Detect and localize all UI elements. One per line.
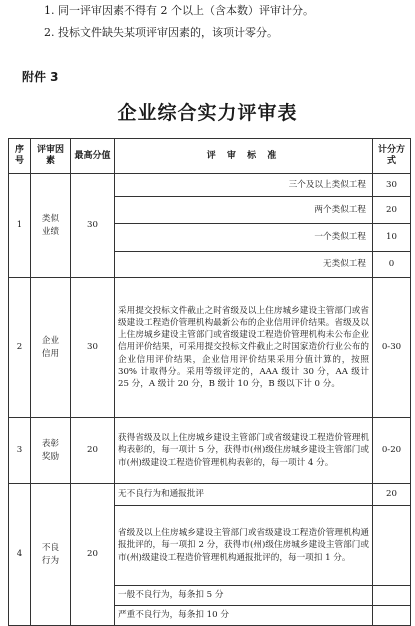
cell-score: 10 [373,224,411,252]
cell-standard: 无不良行为和通报批评 [115,484,373,506]
cell-standard: 采用提交投标文件截止之时省级及以上住房城乡建设主管部门或省级建设工程造价管理机构最新公布的企业信用评价结果。省级及以上住房城乡建设主管部门或省级建设工程造价管理机构未公布企业信用评价结果，可采用提交投标文件截止之时国家造价行业公布的企业信用评价结果，企业信用评价结果采用分值计算的，按照 30% 计取得分。采用等级评定的，AAA 级计 30 分，AA 级计 25 分，A 级计 20 分，B 级计 10 分，B 级以下计 0 分。 [115,278,373,418]
cell-factor: 表彰奖励 [31,418,71,484]
header-factor: 评审因素 [31,139,71,174]
cell-score: 20 [373,197,411,224]
cell-standard: 获得省级及以上住房城乡建设主管部门或省级建设工程造价管理机构表彰的，每一项计 5 分，获得市(州)级住房城乡建设主管部门或市(州)级建设工程造价管理机构表彰的，每一项计 4 分。 [115,418,373,484]
cell-seq: 2 [9,278,31,418]
header-method: 计分方式 [373,139,411,174]
cell-seq: 1 [9,174,31,278]
cell-seq: 4 [9,484,31,626]
cell-max-score: 30 [71,174,115,278]
cell-standard: 两个类似工程 [115,197,373,224]
cell-max-score: 20 [71,418,115,484]
attachment-label: 附件 3 [22,70,59,84]
cell-score [373,606,411,626]
cell-standard: 省级及以上住房城乡建设主管部门或省级建设工程造价管理机构通报批评的，每一项扣 2 分，获得市(州)级住房城乡建设主管部门或市(州)级建设工程造价管理机构通报批评的，每一项扣 1 分。 [115,506,373,586]
cell-max-score: 30 [71,278,115,418]
table-row [9,418,411,484]
table-row [9,278,411,418]
note-item: 1. 同一评审因素不得有 2 个以上（含本数）评审计分。 [44,4,314,17]
header-max-score: 最高分值 [71,139,115,174]
cell-score [373,506,411,586]
cell-factor: 企业信用 [31,278,71,418]
cell-standard: 无类似工程 [115,252,373,278]
cell-method: 0-30 [373,278,411,418]
cell-standard: 一般不良行为，每条扣 5 分 [115,586,373,606]
cell-max-score: 20 [71,484,115,626]
table-header-row [9,139,411,174]
cell-standard: 一个类似工程 [115,224,373,252]
cell-method: 0-20 [373,418,411,484]
notes-section [44,0,314,44]
cell-standard: 严重不良行为，每条扣 10 分 [115,606,373,626]
page-title: 企业综合实力评审表 [117,102,298,124]
header-seq: 序号 [9,139,31,174]
cell-score: 0 [373,252,411,278]
cell-factor: 类似业绩 [31,174,71,278]
cell-score: 30 [373,174,411,197]
cell-seq: 3 [9,418,31,484]
cell-score: 20 [373,484,411,506]
table-row [9,484,411,506]
cell-factor: 不良行为 [31,484,71,626]
note-item: 2. 投标文件缺失某项评审因素的，该项计零分。 [44,26,278,39]
table-row [9,174,411,197]
cell-score [373,586,411,606]
evaluation-table [8,138,411,626]
cell-standard: 三个及以上类似工程 [115,174,373,197]
header-standard: 评 审 标 准 [115,139,373,174]
